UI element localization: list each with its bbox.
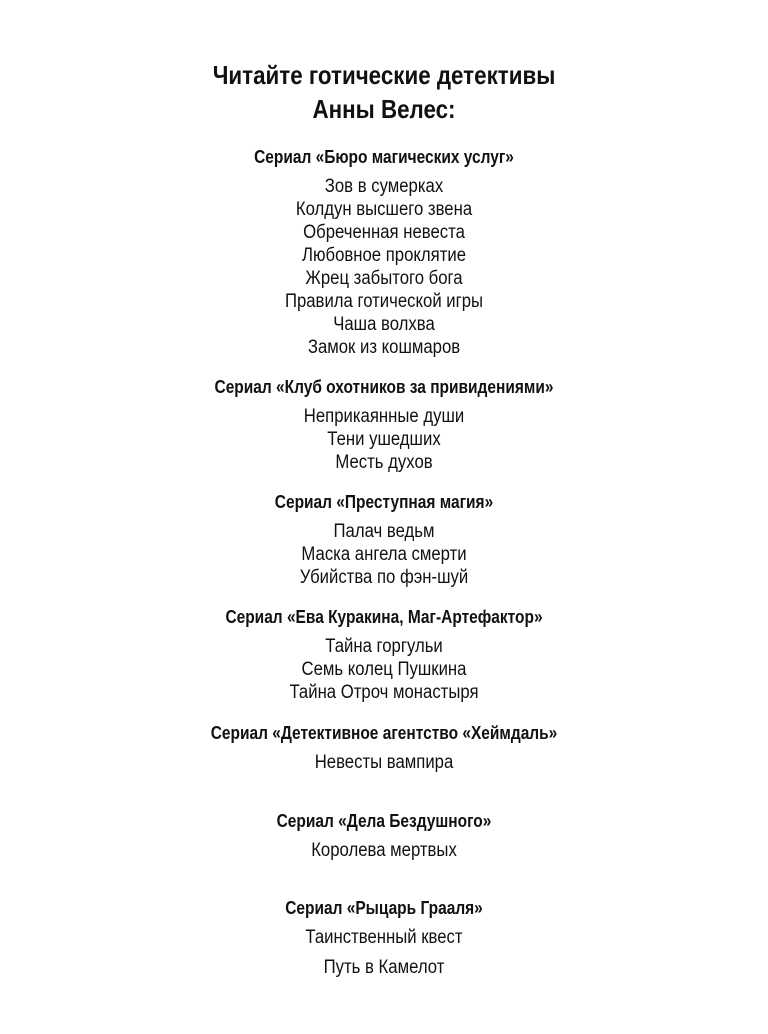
series-book-list	[0, 175, 768, 359]
book-title: Тайна Отроч монастыря	[289, 682, 479, 703]
book-title: Правила готической игры	[284, 291, 484, 312]
series-block	[0, 606, 768, 704]
series-title: Сериал «Ева Куракина, Маг-Артефактор»	[225, 607, 543, 627]
series-block	[0, 810, 768, 862]
book-title: Тени ушедших	[327, 429, 441, 450]
book-title: Замок из кошмаров	[307, 337, 461, 358]
series-book-list	[0, 405, 768, 474]
series-title: Сериал «Рыцарь Грааля»	[285, 898, 483, 918]
book-title: Колдун высшего звена	[295, 199, 473, 220]
book-title: Обреченная невеста	[303, 222, 465, 243]
series-title: Сериал «Клуб охотников за привидениями»	[214, 377, 554, 397]
book-title: Таинственный квест	[305, 927, 463, 948]
series-title: Сериал «Бюро магических услуг»	[254, 147, 514, 167]
series-title: Сериал «Детективное агентство «Хеймдаль»	[210, 723, 558, 743]
series-block	[0, 376, 768, 474]
series-book-list	[0, 520, 768, 589]
book-title: Невесты вампира	[314, 752, 454, 773]
series-title: Сериал «Дела Бездушного»	[276, 811, 492, 831]
book-title: Чаша волхва	[333, 314, 435, 335]
book-title: Маска ангела смерти	[301, 544, 467, 565]
book-title: Королева мертвых	[311, 840, 457, 861]
series-block	[0, 146, 768, 359]
book-title: Палач ведьм	[333, 521, 435, 542]
book-title: Неприкаянные души	[303, 406, 465, 427]
book-title: Семь колец Пушкина	[301, 659, 467, 680]
series-book-list	[0, 751, 768, 774]
heading-line-2: Анны Велес:	[312, 94, 456, 124]
page-heading	[54, 58, 714, 126]
heading-line-1: Читайте готические детективы	[212, 60, 556, 90]
book-title: Месть духов	[335, 452, 433, 473]
series-book-list	[0, 635, 768, 704]
series-title: Сериал «Преступная магия»	[274, 492, 494, 512]
book-title: Убийства по фэн-шуй	[299, 567, 469, 588]
book-title: Путь в Камелот	[323, 957, 445, 978]
book-title: Тайна горгульи	[325, 636, 443, 657]
book-title: Жрец забытого бога	[305, 268, 463, 289]
series-book-list	[0, 839, 768, 862]
series-block	[0, 491, 768, 589]
book-title: Любовное проклятие	[301, 245, 467, 266]
book-title: Зов в сумерках	[324, 176, 444, 197]
series-book-list	[0, 926, 768, 979]
series-block	[0, 897, 768, 979]
series-block	[0, 722, 768, 774]
